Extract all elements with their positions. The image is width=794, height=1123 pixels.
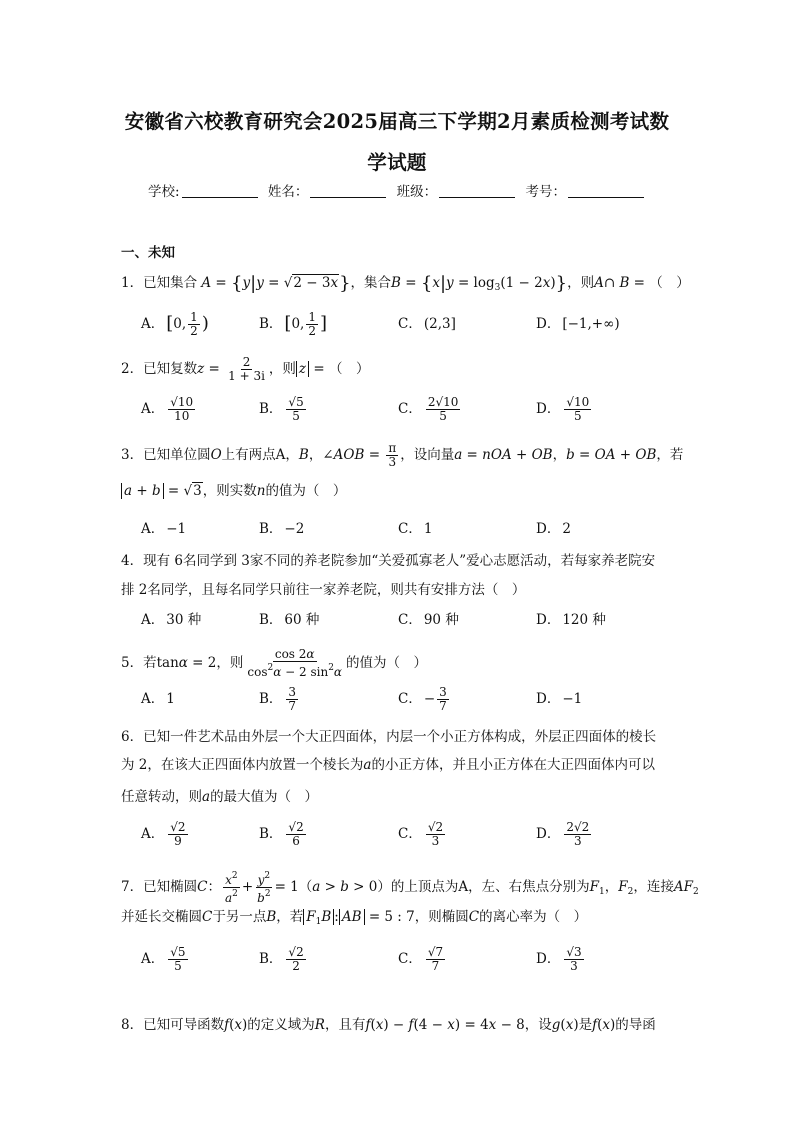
question-2-options <box>121 392 681 426</box>
option-b[interactable]: B． $\frac{√2}{2}$ <box>259 944 304 973</box>
option-b[interactable]: B． $\frac{√5}{5}$ <box>259 394 304 423</box>
option-d[interactable]: D． 2 <box>536 521 571 537</box>
question-6-options <box>121 817 681 851</box>
class-label: 班级： <box>396 184 438 200</box>
option-b[interactable]: B． $\frac{3}{7}$ <box>259 684 297 713</box>
option-b[interactable]: B． $\frac{√2}{6}$ <box>259 819 304 848</box>
section-heading: 一、未知 <box>121 245 175 261</box>
question-3-options <box>121 512 681 546</box>
student-info-row <box>0 180 794 200</box>
question-4-line2: 排 2名同学，且每名同学只前往一家养老院，则共有安排方法（ ） <box>121 582 526 598</box>
option-a[interactable]: A． $\frac{√5}{5}$ <box>141 944 186 973</box>
option-a[interactable]: A． 30 种 <box>141 612 202 628</box>
question-4-options <box>121 603 681 637</box>
option-b[interactable]: B． [ 0, $\frac{1}{2}$ ] <box>259 309 328 338</box>
option-a[interactable]: A． [ 0, $\frac{1}{2}$ ) <box>141 309 209 338</box>
question-5: 5．若tanα = 2，则 $\frac{\cos 2\alpha}{\cos^2\alpha - 2 \sin^2\alpha}$ 的值为（ ） <box>121 647 428 679</box>
school-blank[interactable] <box>182 186 258 198</box>
question-7-line2: 并延长交椭圆C于另一点B，若 $F_1B$ : AB = 5 : 7，则椭圆C的离心率为（ ） <box>121 909 588 927</box>
name-blank[interactable] <box>310 186 386 198</box>
question-1-options <box>121 307 681 341</box>
class-blank[interactable] <box>439 186 515 198</box>
name-label: 姓名： <box>267 184 309 200</box>
option-c[interactable]: C． 90 种 <box>398 612 459 628</box>
exam-number-blank[interactable] <box>568 186 644 198</box>
question-7-options <box>121 942 681 976</box>
option-c[interactable]: C． − $\frac{3}{7}$ <box>398 684 447 713</box>
option-a[interactable]: A． $\frac{√10}{10}$ <box>141 394 194 423</box>
option-d[interactable]: D． −1 <box>536 691 583 707</box>
option-d[interactable]: D． $\frac{√10}{5}$ <box>536 394 590 423</box>
exam-number-label: 考号： <box>525 184 566 200</box>
option-c[interactable]: C． (2,3] <box>398 316 456 332</box>
option-c[interactable]: C． $\frac{√7}{7}$ <box>398 944 444 973</box>
school-label: 学校: <box>148 184 180 200</box>
option-a[interactable]: A． −1 <box>141 521 187 537</box>
question-3-line2: a + b = √3，则实数n的值为（ ） <box>121 482 346 500</box>
question-8: 8．已知可导函数f(x)的定义域为R，且有f(x) − f(4 − x) = 4x − 8，设g(x)是f(x)的导函 <box>121 1017 656 1033</box>
question-6: 6．已知一件艺术品由外层一个大正四面体，内层一个小正方体构成，外层正四面体的棱长 <box>121 729 657 745</box>
option-d[interactable]: D． 120 种 <box>536 612 606 628</box>
option-c[interactable]: C． 1 <box>398 521 433 537</box>
question-5-options <box>121 682 681 716</box>
question-6-line3: 任意转动，则a的最大值为（ ） <box>121 789 319 805</box>
option-d[interactable]: D． [−1,+∞) <box>536 316 620 332</box>
option-d[interactable]: D． $\frac{2√2}{3}$ <box>536 819 590 848</box>
question-2: 2．已知复数z = $\frac{2}{1 + 3i}$ ，则 z = （ ） <box>121 355 370 383</box>
option-d[interactable]: D． $\frac{√3}{3}$ <box>536 944 582 973</box>
option-b[interactable]: B． −2 <box>259 521 305 537</box>
question-1: 1．已知集合 A = {y|y = √2 − 3x}，集合$B = \{x|y = \log_3(1 - 2x)\}$，则A∩ B = （ ） <box>121 273 690 294</box>
option-a[interactable]: A． 1 <box>141 691 175 707</box>
option-b[interactable]: B． 60 种 <box>259 612 320 628</box>
question-7: 7．已知椭圆C： $\frac{x^2}{a^2}$ + $\frac{y^2}{b^2}$ = 1（a > b > 0）的上顶点为A，左、右焦点分别为$F_1$，$F_2$，连接$AF_2$ <box>121 871 699 905</box>
option-c[interactable]: C． $\frac{√2}{3}$ <box>398 819 444 848</box>
page-title-line2: 学试题 <box>367 151 427 174</box>
question-4: 4．现有 6名同学到 3家不同的养老院参加“关爱孤寡老人”爱心志愿活动，若每家养老院安 <box>121 553 656 569</box>
question-3: 3．已知单位圆O上有两点A，B，∠AOB = $\frac{\pi}{3}$ ，设向量a = nOA + OB，b = OA + OB，若 <box>121 441 684 469</box>
option-a[interactable]: A． $\frac{√2}{9}$ <box>141 819 186 848</box>
page-title-line1: 安徽省六校教育研究会2025届高三下学期2月素质检测考试数 <box>124 110 670 133</box>
question-6-line2: 为 2，在该大正四面体内放置一个棱长为a的小正方体，并且小正方体在大正四面体内可以 <box>121 757 655 773</box>
option-c[interactable]: C． $\frac{2√10}{5}$ <box>398 394 459 423</box>
